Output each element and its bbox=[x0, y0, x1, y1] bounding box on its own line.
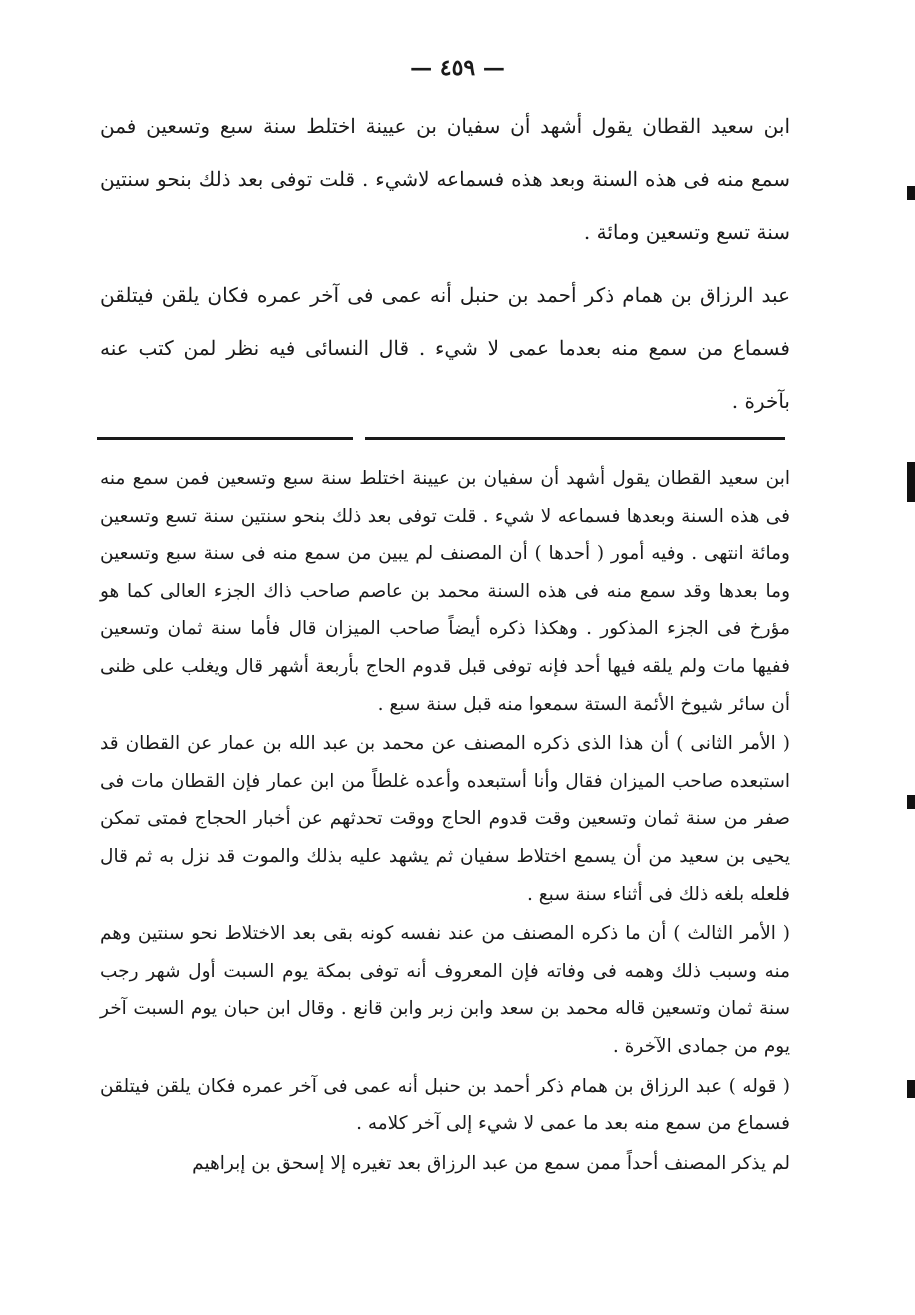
separator-rule-left bbox=[97, 437, 353, 440]
scan-edge-mark bbox=[907, 462, 915, 502]
commentary-paragraph: ( الأمر الثانى ) أن هذا الذى ذكره المصنف عن محمد بن عبد الله بن عمار عن القطان قد استبعده صاحب الميزان فقال وأنا أستبعده وأعده غلطاً من ابن عمار فإن القطان مات فى صفر من سنة ثمان وتسعين وقت قدوم الحاج ووقت تحدثهم عن أخبار الحجاج فمتى تمكن يحيى بن سعيد من أن يسمع اختلاط سفيان ثم يشهد عليه بذلك والموت قد نزل به ثم قال فلعله بلغه ذلك فى أثناء سنة سبع . bbox=[100, 733, 790, 905]
main-paragraph: عبد الرزاق بن همام ذكر أحمد بن حنبل أنه عمى فى آخر عمره فكان يلقن فيتلقن فسماع من سمع منه بعدما عمى لا شيء . قال النسائى فيه نظر لمن كتب عنه بآخرة . bbox=[100, 283, 790, 413]
commentary-text bbox=[100, 460, 790, 1182]
scan-edge-mark bbox=[907, 1080, 915, 1098]
separator-rule-right bbox=[365, 437, 785, 440]
scan-edge-mark bbox=[907, 795, 915, 809]
main-text bbox=[100, 100, 790, 428]
footnote-separator bbox=[97, 437, 785, 440]
main-paragraph: ابن سعيد القطان يقول أشهد أن سفيان بن عيينة اختلط سنة سبع وتسعين فمن سمع منه فى هذه السنة وبعد هذه فسماعه لاشيء . قلت توفى بعد ذلك بنحو سنتين سنة تسع وتسعين ومائة . bbox=[100, 114, 790, 244]
commentary-paragraph: ابن سعيد القطان يقول أشهد أن سفيان بن عيينة اختلط سنة سبع وتسعين فمن سمع منه فى هذه السنة وبعدها فسماعه لا شيء . قلت توفى بعد ذلك بنحو سنتين سنة تسع وتسعين ومائة انتهى . وفيه أمور ( أحدها ) أن المصنف لم يبين من سمع منه فى سنة سبع وتسعين وما بعدها وقد سمع منه فى هذه السنة محمد بن عاصم صاحب ذاك الجزء العالى كما هو مؤرخ فى الجزء المذكور . وهكذا ذكره أيضاً صاحب الميزان قال فأما سنة ثمان وتسعين ففيها مات ولم يلقه فيها أحد فإنه توفى قبل قدوم الحاج بأربعة أشهر قال ويغلب على ظنى أن سائر شيوخ الأئمة الستة سمعوا منه قبل سنة سبع . bbox=[100, 468, 790, 715]
commentary-paragraph: ( قوله ) عبد الرزاق بن همام ذكر أحمد بن حنبل أنه عمى فى آخر عمره فكان يلقن فيتلقن فسماع من سمع منه بعد ما عمى لا شيء إلى آخر كلامه . bbox=[100, 1075, 790, 1135]
commentary-paragraph: ( الأمر الثالث ) أن ما ذكره المصنف من عند نفسه كونه بقى بعد الاختلاط نحو سنتين وهم منه وسبب ذلك وهمه فى وفاته فإن المعروف أنه توفى بمكة يوم السبت أول شهر رجب سنة ثمان وتسعين قاله محمد بن سعد وابن زبر وابن قانع . وقال ابن حبان يوم السبت آخر يوم من جمادى الآخرة . bbox=[100, 923, 790, 1057]
scan-edge-mark bbox=[907, 186, 915, 200]
page-number: — ٤٥٩ — bbox=[410, 55, 505, 81]
commentary-paragraph: لم يذكر المصنف أحداً ممن سمع من عبد الرزاق بعد تغيره إلا إسحق بن إبراهيم bbox=[192, 1152, 790, 1174]
